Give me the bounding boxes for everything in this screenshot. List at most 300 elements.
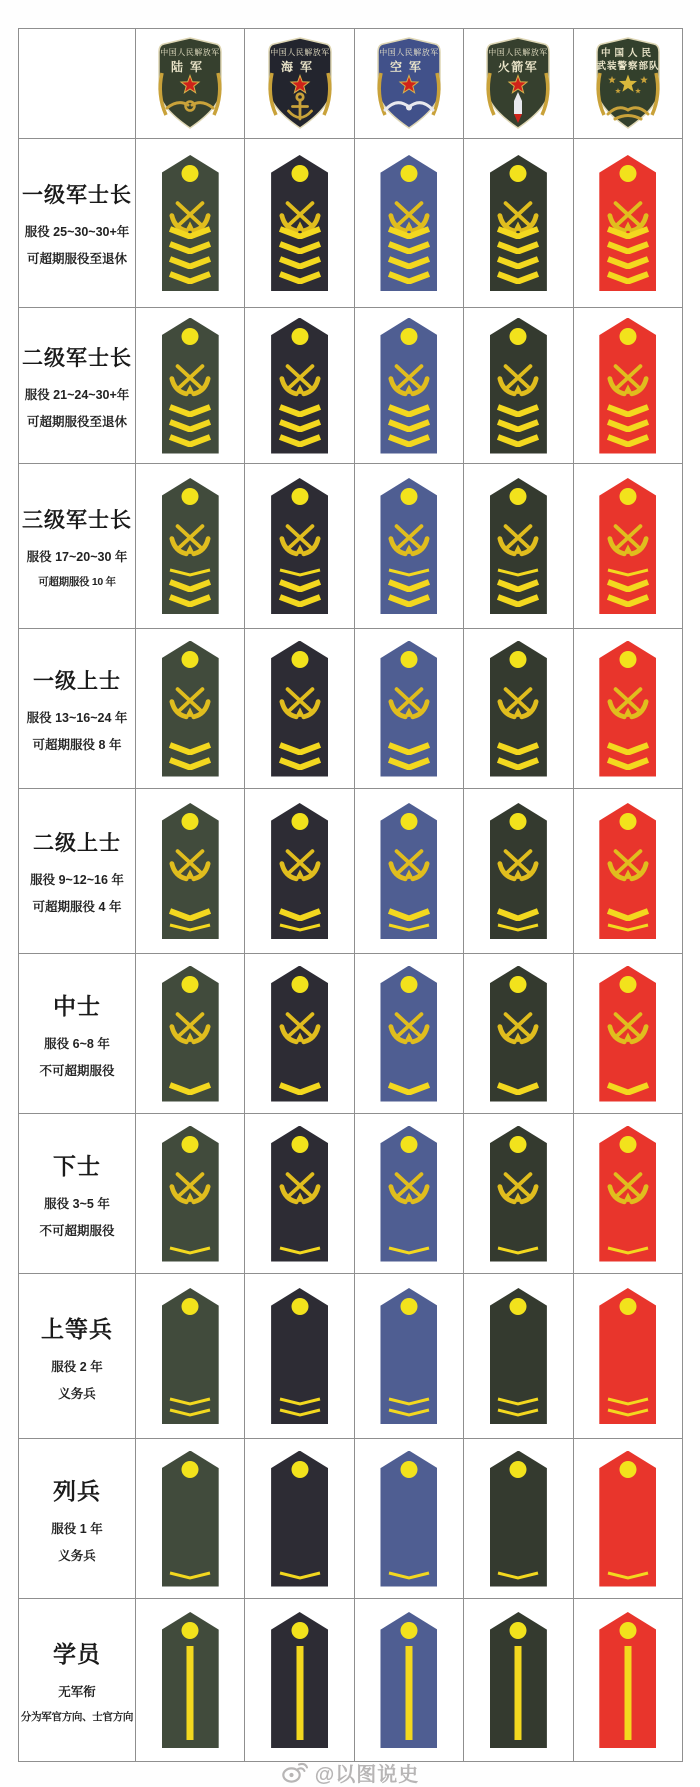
chevron-thin-icon [278, 1397, 322, 1406]
rank-note: 可超期服役至退休 [26, 252, 127, 266]
board-cell-rocket-force [464, 954, 573, 1114]
shoulder-board-pap [599, 1451, 656, 1587]
chevron-thin-icon [278, 568, 322, 577]
chevron-thin-icon [168, 568, 212, 577]
board-cell-army [136, 629, 245, 789]
chevron-stack [168, 1246, 212, 1255]
rank-row-5 [19, 789, 683, 954]
chevron-thin-icon [168, 923, 212, 932]
chevron-thick-icon [606, 579, 650, 592]
rank-service-years: 无军衔 [58, 1685, 96, 1699]
chevron-stack [168, 1082, 212, 1095]
chevron-stack [606, 1397, 650, 1417]
rank-label [19, 789, 136, 954]
epaulette-button [619, 813, 636, 830]
chevron-stack [168, 742, 212, 770]
chevron-thick-icon [278, 908, 322, 921]
chevron-thick-icon [606, 241, 650, 254]
badge-cell-rocket-force [464, 29, 573, 139]
chevron-stack [606, 568, 650, 607]
chevron-thick-icon [278, 579, 322, 592]
board-cell-navy [245, 1439, 354, 1599]
chevron-stack [496, 1082, 540, 1095]
crossed-rifles-emblem [388, 849, 430, 882]
branch-badge-rocket-force [475, 35, 561, 133]
chevron-thick-icon [496, 256, 540, 269]
rank-name: 二级上士 [33, 832, 121, 855]
chevron-stack [278, 1082, 322, 1095]
rank-service-years: 服役 13~16~24 年 [26, 710, 128, 725]
rank-service-years: 服役 6~8 年 [44, 1037, 110, 1051]
chevron-thin-icon [496, 923, 540, 932]
chevron-stack [606, 226, 650, 284]
epaulette-button [619, 488, 636, 505]
chevron-thick-icon [606, 594, 650, 607]
rank-note: 义务兵 [58, 1386, 96, 1401]
chevron-thick-icon [278, 226, 322, 239]
shoulder-board-air-force [380, 1288, 437, 1424]
crossed-rifles-emblem [388, 1172, 430, 1205]
board-cell-navy [245, 629, 354, 789]
svg-text:中国人民: 中国人民 [600, 47, 655, 59]
epaulette-button [400, 1622, 417, 1639]
board-cell-army [136, 308, 245, 464]
rank-name: 学员 [53, 1641, 101, 1667]
epaulette-button [510, 1298, 527, 1315]
badge-cell-navy [245, 29, 354, 139]
board-cell-air-force [355, 308, 464, 464]
board-cell-air-force [355, 629, 464, 789]
shoulder-board-rocket-force [490, 1612, 547, 1748]
shoulder-board-navy [271, 155, 328, 291]
watermark [0, 1759, 700, 1785]
rank-service-years: 服役 2 年 [51, 1359, 103, 1374]
crossed-rifles-emblem [169, 364, 211, 397]
chevron-thin-icon [387, 1246, 431, 1255]
chevron-stack [496, 1397, 540, 1417]
chevron-thick-icon [387, 271, 431, 284]
chevron-thick-icon [387, 908, 431, 921]
epaulette-button [619, 1298, 636, 1315]
chevron-stack [496, 568, 540, 607]
chevron-stack [606, 1082, 650, 1095]
rank-label [19, 1599, 136, 1762]
rank-name: 一级军士长 [22, 184, 132, 207]
chevron-stack [278, 1246, 322, 1255]
crossed-rifles-emblem [169, 1172, 211, 1205]
chevron-stack [606, 1571, 650, 1580]
board-cell-rocket-force [464, 1599, 573, 1762]
crossed-rifles-emblem [279, 849, 321, 882]
chevron-stack [387, 742, 431, 770]
chevron-stack [168, 404, 212, 447]
svg-text:中国人民解放军: 中国人民解放军 [160, 47, 220, 57]
epaulette-button [400, 488, 417, 505]
shoulder-board-navy [271, 1288, 328, 1424]
epaulette-button [182, 488, 199, 505]
chevron-stack [606, 404, 650, 447]
chevron-thin-icon [606, 1408, 650, 1417]
epaulette-button [182, 813, 199, 830]
chevron-thick-icon [168, 757, 212, 770]
epaulette-button [400, 976, 417, 993]
chevron-thick-icon [496, 241, 540, 254]
shoulder-board-navy [271, 478, 328, 614]
chevron-thick-icon [606, 271, 650, 284]
shoulder-board-air-force [380, 1126, 437, 1262]
rank-service-years: 服役 3~5 年 [44, 1197, 110, 1211]
crossed-rifles-emblem [388, 364, 430, 397]
chevron-thin-icon [387, 1571, 431, 1580]
board-cell-pap [574, 629, 683, 789]
shoulder-board-army [162, 478, 219, 614]
shoulder-board-rocket-force [490, 318, 547, 454]
rank-row-3 [19, 464, 683, 629]
shoulder-board-pap [599, 966, 656, 1102]
chevron-stack [168, 908, 212, 932]
board-cell-rocket-force [464, 1274, 573, 1439]
epaulette-button [400, 813, 417, 830]
rank-note: 可超期服役 4 年 [32, 900, 122, 914]
svg-text:陆军: 陆军 [171, 59, 210, 74]
chevron-thick-icon [168, 1082, 212, 1095]
epaulette-button [619, 1461, 636, 1478]
rank-service-years: 服役 25~30~30+年 [24, 225, 130, 239]
chevron-stack [168, 226, 212, 284]
epaulette-button [619, 165, 636, 182]
cadet-stripe [187, 1646, 194, 1740]
board-cell-army [136, 954, 245, 1114]
crossed-rifles-emblem [607, 687, 649, 720]
chevron-thick-icon [168, 271, 212, 284]
epaulette-button [182, 165, 199, 182]
chevron-thick-icon [606, 404, 650, 417]
board-cell-pap [574, 464, 683, 629]
crossed-rifles-emblem [279, 687, 321, 720]
rank-name: 二级军士长 [22, 346, 132, 370]
rank-label [19, 464, 136, 629]
board-cell-air-force [355, 1274, 464, 1439]
crossed-rifles-emblem [607, 524, 649, 557]
cadet-stripe [624, 1646, 631, 1740]
crossed-rifles-emblem [169, 1012, 211, 1045]
chevron-thick-icon [278, 594, 322, 607]
chevron-stack [496, 1246, 540, 1255]
chevron-thick-icon [387, 594, 431, 607]
epaulette-button [510, 165, 527, 182]
chevron-stack [606, 1246, 650, 1255]
chevron-thin-icon [168, 1246, 212, 1255]
rank-label [19, 1439, 136, 1599]
rank-service-years: 服役 9~12~16 年 [30, 873, 124, 887]
board-cell-pap [574, 954, 683, 1114]
shoulder-board-air-force [380, 1451, 437, 1587]
board-cell-army [136, 139, 245, 308]
shoulder-board-rocket-force [490, 966, 547, 1102]
board-cell-army [136, 1439, 245, 1599]
epaulette-button [619, 651, 636, 668]
crossed-rifles-emblem [169, 687, 211, 720]
badge-cell-air-force [355, 29, 464, 139]
epaulette-button [510, 1622, 527, 1639]
chevron-thick-icon [387, 256, 431, 269]
svg-text:中国人民解放军: 中国人民解放军 [379, 47, 439, 57]
board-cell-navy [245, 954, 354, 1114]
crossed-rifles-emblem [388, 1012, 430, 1045]
chevron-thick-icon [496, 1082, 540, 1095]
chevron-thin-icon [387, 923, 431, 932]
shoulder-board-army [162, 641, 219, 777]
shoulder-board-air-force [380, 966, 437, 1102]
rank-service-years: 服役 21~24~30+年 [24, 387, 130, 402]
chevron-thick-icon [278, 742, 322, 755]
chevron-stack [168, 1397, 212, 1417]
crossed-rifles-emblem [169, 849, 211, 882]
board-cell-navy [245, 789, 354, 954]
chevron-thin-icon [387, 1408, 431, 1417]
board-cell-rocket-force [464, 308, 573, 464]
chevron-thick-icon [387, 226, 431, 239]
chevron-thick-icon [387, 1082, 431, 1095]
epaulette-button [291, 165, 308, 182]
branch-badge-army [147, 35, 233, 133]
chevron-thick-icon [496, 742, 540, 755]
chevron-stack [168, 1571, 212, 1580]
rank-note: 不可超期服役 [39, 1224, 115, 1238]
shoulder-board-pap [599, 318, 656, 454]
board-cell-rocket-force [464, 629, 573, 789]
rank-note: 义务兵 [58, 1549, 96, 1563]
chevron-thick-icon [387, 757, 431, 770]
epaulette-button [510, 488, 527, 505]
shoulder-board-army [162, 155, 219, 291]
epaulette-button [291, 1298, 308, 1315]
shoulder-board-pap [599, 155, 656, 291]
board-cell-air-force [355, 1114, 464, 1274]
chevron-stack [278, 226, 322, 284]
shoulder-board-army [162, 803, 219, 939]
chevron-thin-icon [606, 1397, 650, 1406]
board-cell-navy [245, 308, 354, 464]
shoulder-board-pap [599, 641, 656, 777]
chevron-stack [387, 1397, 431, 1417]
epaulette-button [619, 1622, 636, 1639]
crossed-rifles-emblem [497, 524, 539, 557]
crossed-rifles-emblem [279, 1012, 321, 1045]
board-cell-air-force [355, 139, 464, 308]
shoulder-board-rocket-force [490, 478, 547, 614]
chevron-thick-icon [168, 241, 212, 254]
chevron-stack [278, 1571, 322, 1580]
chevron-thick-icon [606, 1082, 650, 1095]
chevron-thin-icon [168, 1571, 212, 1580]
board-cell-rocket-force [464, 1439, 573, 1599]
rank-label [19, 139, 136, 308]
chevron-thick-icon [168, 594, 212, 607]
crossed-rifles-emblem [607, 1172, 649, 1205]
crossed-rifles-emblem [388, 524, 430, 557]
epaulette-button [182, 328, 199, 345]
chevron-stack [496, 404, 540, 447]
rank-name: 中士 [53, 993, 101, 1019]
rank-label [19, 629, 136, 789]
epaulette-button [510, 651, 527, 668]
epaulette-button [510, 328, 527, 345]
epaulette-button [400, 1298, 417, 1315]
rank-label [19, 954, 136, 1114]
board-cell-air-force [355, 1599, 464, 1762]
chevron-stack [606, 742, 650, 770]
board-cell-pap [574, 139, 683, 308]
epaulette-button [182, 1622, 199, 1639]
chevron-thick-icon [168, 742, 212, 755]
epaulette-button [291, 651, 308, 668]
shoulder-board-air-force [380, 803, 437, 939]
crossed-rifles-emblem [497, 849, 539, 882]
chevron-thick-icon [496, 908, 540, 921]
crossed-rifles-emblem [279, 1172, 321, 1205]
rank-note: 可超期服役 8 年 [32, 737, 122, 752]
shoulder-board-air-force [380, 318, 437, 454]
chevron-thick-icon [168, 256, 212, 269]
epaulette-button [291, 976, 308, 993]
watermark-handle: @以图说史 [314, 1763, 420, 1786]
rank-service-years: 服役 17~20~30 年 [26, 549, 128, 564]
epaulette-button [291, 328, 308, 345]
shoulder-board-rocket-force [490, 1288, 547, 1424]
cadet-stripe [515, 1646, 522, 1740]
epaulette-button [291, 1136, 308, 1153]
chevron-thick-icon [606, 419, 650, 432]
board-cell-rocket-force [464, 139, 573, 308]
chevron-thick-icon [168, 579, 212, 592]
shoulder-board-air-force [380, 155, 437, 291]
weibo-icon [281, 1762, 308, 1783]
shoulder-board-navy [271, 1451, 328, 1587]
chevron-thick-icon [278, 1082, 322, 1095]
rank-service-years: 服役 1 年 [51, 1522, 103, 1536]
board-cell-pap [574, 1599, 683, 1762]
chevron-stack [387, 226, 431, 284]
epaulette-button [400, 651, 417, 668]
board-cell-navy [245, 1274, 354, 1439]
chevron-thin-icon [387, 568, 431, 577]
chevron-thick-icon [606, 757, 650, 770]
epaulette-button [182, 1136, 199, 1153]
board-cell-navy [245, 139, 354, 308]
shoulder-board-rocket-force [490, 803, 547, 939]
chevron-thick-icon [168, 434, 212, 447]
rank-note: 分为军官方向、士官方向 [20, 1711, 134, 1723]
rank-note: 可超期服役至退休 [26, 414, 127, 429]
epaulette-button [291, 488, 308, 505]
rank-name: 列兵 [53, 1478, 101, 1504]
chevron-thick-icon [278, 757, 322, 770]
branch-badge-air-force [366, 35, 452, 133]
shoulder-board-army [162, 318, 219, 454]
shoulder-board-rocket-force [490, 1451, 547, 1587]
epaulette-button [400, 328, 417, 345]
crossed-rifles-emblem [279, 524, 321, 557]
chevron-thick-icon [496, 404, 540, 417]
shoulder-board-pap [599, 478, 656, 614]
chevron-thick-icon [606, 742, 650, 755]
shoulder-board-rocket-force [490, 641, 547, 777]
epaulette-button [619, 976, 636, 993]
chevron-thin-icon [496, 1408, 540, 1417]
rank-note: 可超期服役 10 年 [38, 575, 116, 588]
shoulder-board-army [162, 1126, 219, 1262]
crossed-rifles-emblem [279, 364, 321, 397]
shoulder-board-navy [271, 318, 328, 454]
chevron-thick-icon [168, 404, 212, 417]
board-cell-air-force [355, 954, 464, 1114]
shoulder-board-air-force [380, 641, 437, 777]
chevron-thick-icon [496, 757, 540, 770]
badge-cell-army [136, 29, 245, 139]
chevron-thick-icon [606, 226, 650, 239]
epaulette-button [400, 1461, 417, 1478]
board-cell-pap [574, 1439, 683, 1599]
chevron-thin-icon [606, 568, 650, 577]
chevron-thick-icon [278, 404, 322, 417]
board-cell-army [136, 1274, 245, 1439]
epaulette-button [182, 976, 199, 993]
chevron-thick-icon [496, 434, 540, 447]
chevron-thin-icon [496, 1397, 540, 1406]
chevron-thick-icon [278, 256, 322, 269]
chevron-thick-icon [387, 434, 431, 447]
shoulder-board-navy [271, 803, 328, 939]
shoulder-board-army [162, 1612, 219, 1748]
chevron-thin-icon [606, 1571, 650, 1580]
shoulder-board-navy [271, 966, 328, 1102]
shoulder-board-pap [599, 1612, 656, 1748]
rank-row-4 [19, 629, 683, 789]
chevron-thick-icon [606, 256, 650, 269]
chevron-stack [496, 226, 540, 284]
chevron-thick-icon [496, 579, 540, 592]
epaulette-button [400, 165, 417, 182]
board-cell-navy [245, 1114, 354, 1274]
crossed-rifles-emblem [607, 1012, 649, 1045]
epaulette-button [510, 976, 527, 993]
chevron-thick-icon [496, 419, 540, 432]
crossed-rifles-emblem [607, 364, 649, 397]
rank-row-1 [19, 139, 683, 308]
branch-badge-pap [585, 35, 671, 133]
svg-text:空军: 空军 [389, 59, 428, 74]
crossed-rifles-emblem [497, 364, 539, 397]
rank-name: 三级军士长 [22, 508, 132, 532]
cadet-stripe [296, 1646, 303, 1740]
crossed-rifles-emblem [388, 687, 430, 720]
chevron-thick-icon [278, 419, 322, 432]
chevron-stack [387, 1082, 431, 1095]
rank-label [19, 1114, 136, 1274]
chevron-thick-icon [496, 271, 540, 284]
rank-row-7 [19, 1114, 683, 1274]
svg-text:中国人民解放军: 中国人民解放军 [269, 47, 330, 57]
rank-note: 不可超期服役 [39, 1064, 115, 1078]
shoulder-board-army [162, 1288, 219, 1424]
chevron-stack [387, 908, 431, 932]
chevron-thick-icon [168, 226, 212, 239]
shoulder-board-navy [271, 1126, 328, 1262]
chevron-thin-icon [278, 1246, 322, 1255]
chevron-stack [278, 404, 322, 447]
crossed-rifles-emblem [497, 1172, 539, 1205]
